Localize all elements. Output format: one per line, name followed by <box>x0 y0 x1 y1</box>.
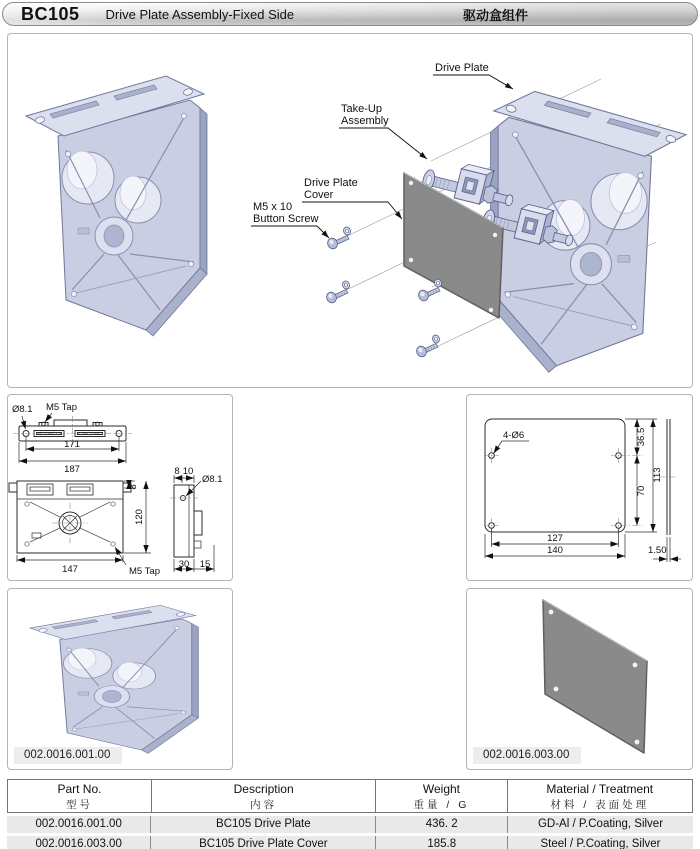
exploded-view-drawing <box>8 34 692 387</box>
dim-36-5: 36.5 <box>636 427 647 447</box>
cell-weight: 185.8 <box>375 836 507 849</box>
screw-label-line1: M5 x 10 <box>253 201 293 213</box>
take-up-label-line1: Take-Up <box>341 103 382 115</box>
dim-113: 113 <box>652 467 663 483</box>
drive-plate-dimension-panel <box>7 394 233 581</box>
drive-plate-part-render <box>8 589 232 769</box>
page-header <box>2 2 698 26</box>
button-screw-3 <box>417 288 440 303</box>
dim-70: 70 <box>636 485 647 497</box>
callout-screw <box>251 201 329 238</box>
dim-15: 15 <box>199 559 211 570</box>
col-header-material-cn: 材料 / 表面处理 <box>550 799 650 811</box>
parts-spec-table <box>7 779 693 849</box>
drive-plate-part-panel <box>7 588 233 770</box>
dim-4-dia6: 4-Ø6 <box>503 430 525 441</box>
cell-description: BC105 Drive Plate Cover <box>150 836 375 849</box>
page-title-chinese: 驱动盒组件 <box>463 7 529 23</box>
button-screw-2 <box>325 290 348 305</box>
dim-8: 8 <box>128 484 139 490</box>
table-row <box>7 816 693 833</box>
drive-plate-left-render <box>26 76 207 336</box>
col-header-part-no-cn: 型号 <box>65 799 93 811</box>
take-up-label-line2: Assembly <box>341 115 389 127</box>
callout-drive-plate <box>433 62 513 89</box>
dim-187: 187 <box>64 464 80 475</box>
assembly-panel <box>7 33 693 388</box>
dim-120: 120 <box>134 509 145 525</box>
drive-plate-dimension-drawing <box>8 395 232 580</box>
dim-side-10: 10 <box>182 466 194 477</box>
cover-dimension-panel <box>466 394 693 581</box>
button-screw-4 <box>415 344 438 359</box>
col-header-description-cn: 内容 <box>250 799 278 811</box>
page-title: Drive Plate Assembly-Fixed Side <box>105 6 295 22</box>
dim-171: 171 <box>64 439 80 450</box>
table-header-row <box>7 779 693 813</box>
cell-description: BC105 Drive Plate <box>150 816 375 833</box>
col-header-weight-cn: 重量 / G <box>413 799 470 811</box>
dim-m5-bottom: M5 Tap <box>129 566 160 577</box>
cell-part-no: 002.0016.003.00 <box>35 838 122 849</box>
dim-147: 147 <box>62 564 78 575</box>
col-header-weight <box>375 780 506 812</box>
dim-side-dia: Ø8.1 <box>202 474 223 485</box>
dim-127: 127 <box>547 533 563 544</box>
dim-side-8: 8 <box>174 466 180 477</box>
cell-material: Steel / P.Coating, Silver <box>507 836 693 849</box>
washer-4 <box>431 334 441 344</box>
drive-plate-label: Drive Plate <box>435 62 489 74</box>
cover-label-line2: Cover <box>304 189 334 201</box>
model-code: BC105 <box>21 3 80 24</box>
cover-part-panel <box>466 588 693 770</box>
cell-material: GD-Al / P.Coating, Silver <box>507 816 693 833</box>
dim-dia-top: Ø8.1 <box>12 404 33 415</box>
col-header-description <box>151 780 375 812</box>
dim-1-50: 1.50 <box>648 545 667 556</box>
dim-140: 140 <box>547 545 563 556</box>
col-header-description-en: Description <box>233 782 294 796</box>
button-screw-1 <box>326 236 349 251</box>
cell-part-no: 002.0016.001.00 <box>35 818 122 830</box>
dim-30: 30 <box>178 559 190 570</box>
cover-part-render <box>467 589 692 769</box>
col-header-part-no-en: Part No. <box>57 782 102 796</box>
dim-m5-top: M5 Tap <box>46 402 77 413</box>
table-row <box>7 836 693 849</box>
col-header-material-en: Material / Treatment <box>546 782 654 796</box>
col-header-part-no <box>8 780 151 812</box>
col-header-material <box>507 780 692 812</box>
part-number-badge: 002.0016.003.00 <box>473 747 581 764</box>
part-number-badge: 002.0016.001.00 <box>14 747 122 764</box>
callout-take-up <box>339 103 427 159</box>
screw-label-line2: Button Screw <box>253 213 319 225</box>
cell-weight: 436. 2 <box>375 816 507 833</box>
cover-label-line1: Drive Plate <box>304 177 358 189</box>
col-header-weight-en: Weight <box>422 782 461 796</box>
cover-dimension-drawing <box>467 395 692 580</box>
